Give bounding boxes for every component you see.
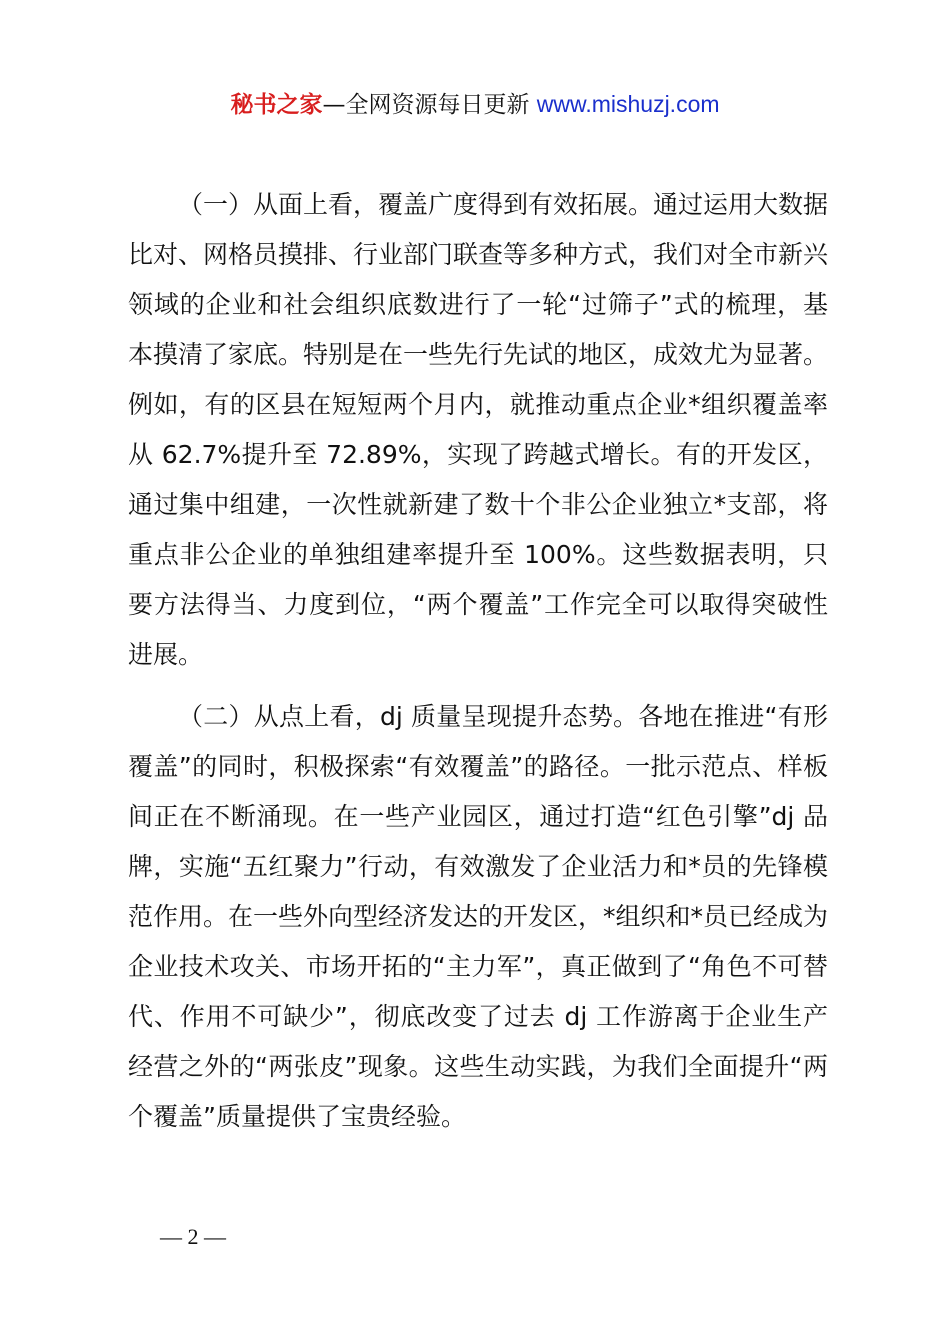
- site-brand: 秘书之家: [230, 92, 323, 118]
- page-number: — 2 —: [160, 1224, 226, 1249]
- site-header: [0, 86, 950, 123]
- site-tagline: —全网资源每日更新: [322, 92, 537, 118]
- body-paragraph: （二）从点上看，dj 质量呈现提升态势。各地在推进“有形覆盖”的同时，积极探索“有效覆盖”的路径。一批示范点、样板间正在不断涌现。在一些产业园区，通过打造“红色引擎”dj 品牌，实施“五红聚力”行动，有效激发了企业活力和*员的先锋模范作用。在一些外向型经济发达的开发区，*组织和*员已经成为企业技术攻关、市场开拓的“主力军”，真正做到了“角色不可替代、作用不可缺少”，彻底改变了过去 dj 工作游离于企业生产经营之外的“两张皮”现象。这些生动实践，为我们全面提升“两个覆盖”质量提供了宝贵经验。: [128, 702, 829, 1131]
- site-url-link[interactable]: www.mishuzj.com: [536, 91, 720, 117]
- body-paragraph: （一）从面上看，覆盖广度得到有效拓展。通过运用大数据比对、网格员摸排、行业部门联查等多种方式，我们对全市新兴领域的企业和社会组织底数进行了一轮“过筛子”式的梳理，基本摸清了家底。特别是在一些先行先试的地区，成效尤为显著。例如，有的区县在短短两个月内，就推动重点企业*组织覆盖率从 62.7%提升至 72.89%，实现了跨越式增长。有的开发区，通过集中组建，一次性就新建了数十个非公企业独立*支部，将重点非公企业的单独组建率提升至 100%。这些数据表明，只要方法得当、力度到位，“两个覆盖”工作完全可以取得突破性进展。: [128, 190, 829, 669]
